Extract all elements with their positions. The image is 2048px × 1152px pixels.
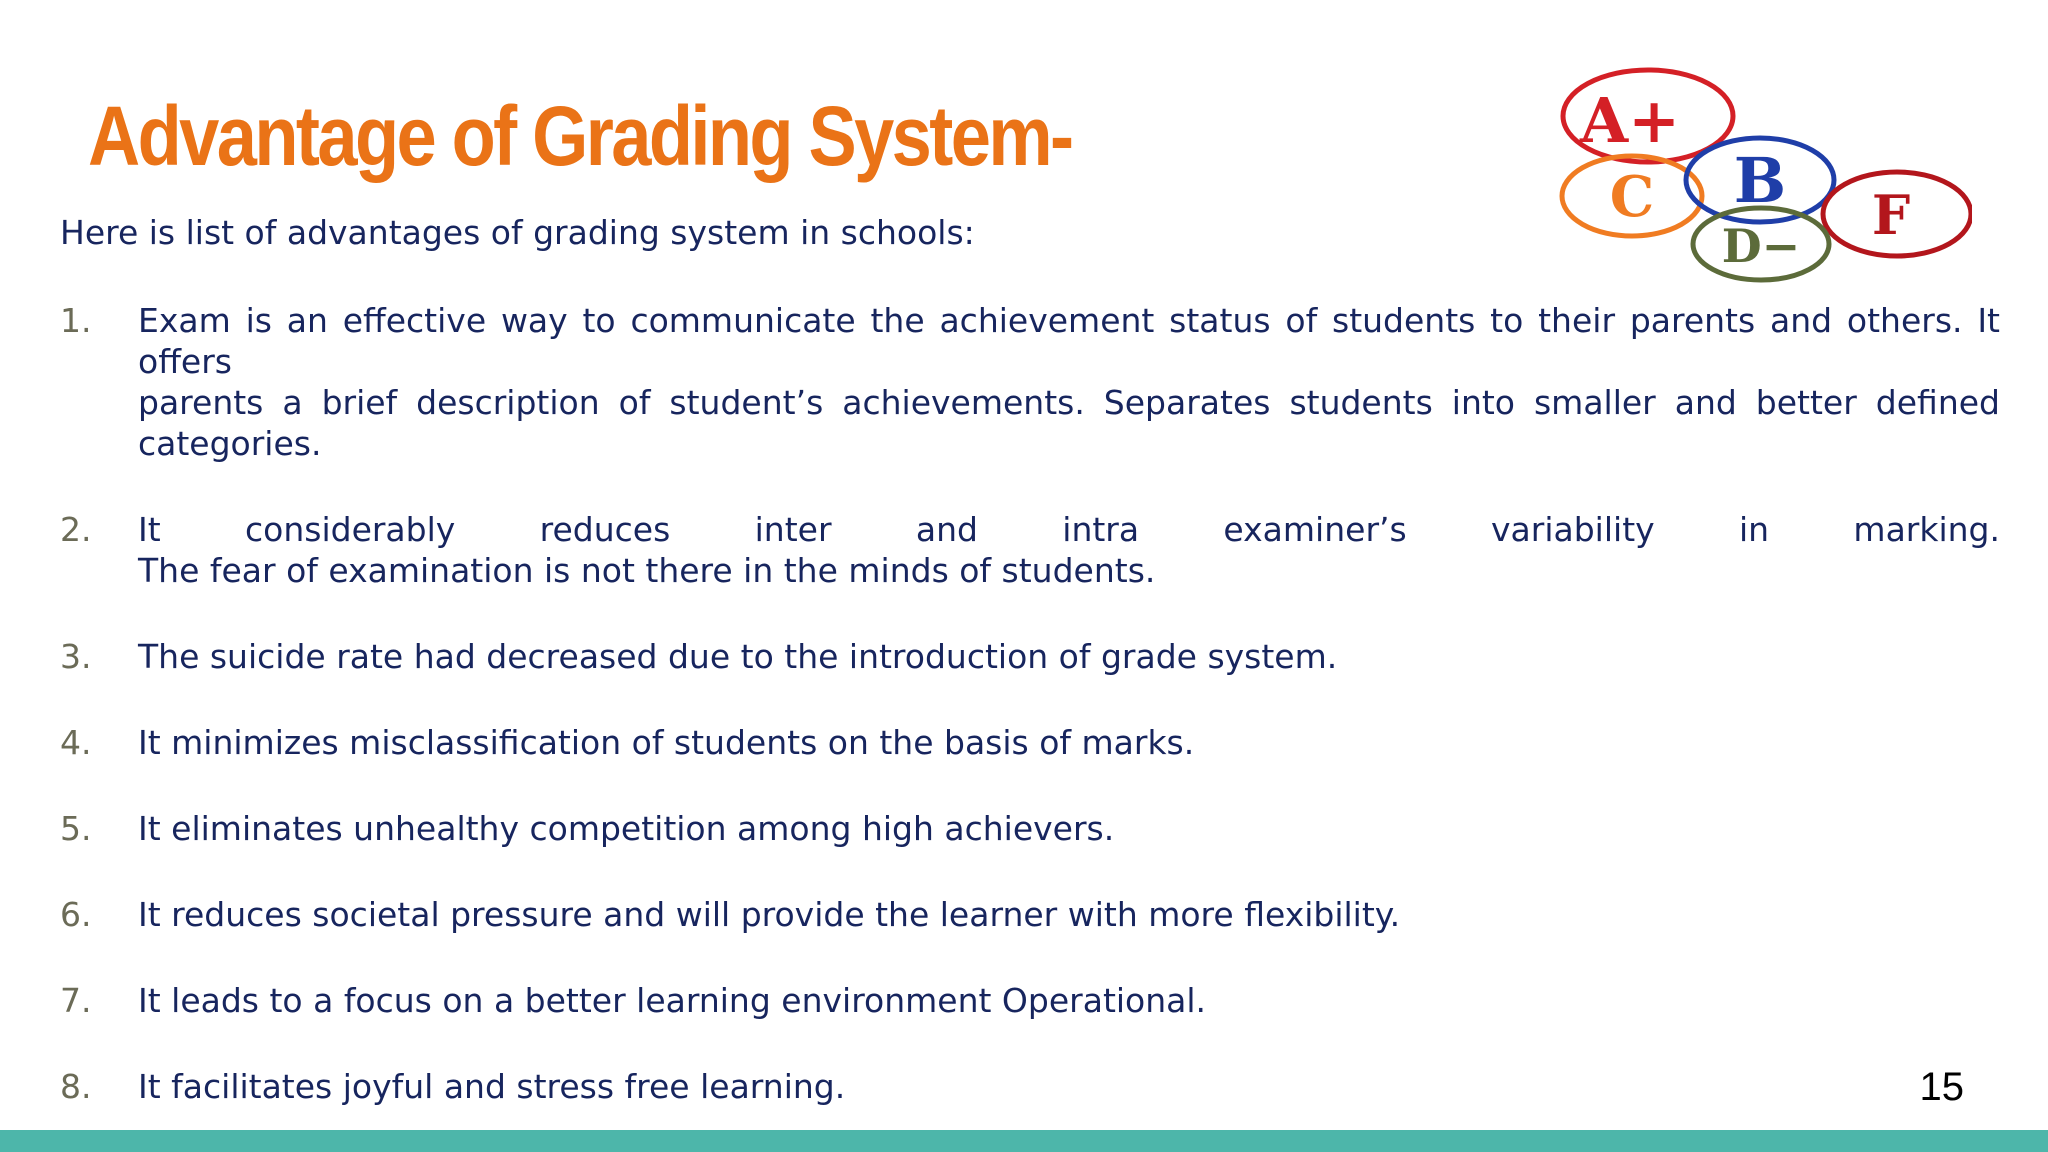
intro-text: Here is list of advantages of grading system in schools: [60, 213, 975, 252]
item-number: 8. [60, 1067, 92, 1106]
list-item [60, 636, 2000, 677]
item-number: 1. [60, 301, 92, 340]
grade-label-d: D− [1721, 219, 1801, 273]
grades-logo-image [1548, 54, 1972, 290]
item-text-line: The fear of examination is not there in the minds of students. [138, 551, 1156, 590]
item-text-line: It considerably reduces inter and intra examiner’s variability in marking. [138, 510, 2000, 549]
list-item [60, 808, 2000, 849]
item-number: 5. [60, 809, 92, 848]
item-text: It facilitates joyful and stress free learning. [138, 1067, 846, 1106]
grade-label-f: F [1871, 183, 1911, 247]
item-text: It leads to a focus on a better learning environment Operational. [138, 981, 1207, 1020]
item-text: It eliminates unhealthy competition among high achievers. [138, 809, 1115, 848]
item-text: It reduces societal pressure and will provide the learner with more flexibility. [138, 895, 1401, 934]
item-text-line: parents a brief description of student’s achievements. Separates students into smaller and better defined categories. [138, 383, 2000, 463]
grade-label-c: C [1609, 164, 1655, 230]
list-item [60, 980, 2000, 1021]
grade-label-a: A+ [1579, 84, 1681, 157]
item-text: The suicide rate had decreased due to the introduction of grade system. [138, 637, 1338, 676]
item-number: 2. [60, 510, 92, 549]
list-item [60, 300, 2000, 464]
list-item [60, 722, 2000, 763]
page-number: 15 [1919, 1065, 1964, 1109]
item-text [138, 509, 2000, 591]
list-item [60, 509, 2000, 591]
bottom-accent-bar [0, 1130, 2048, 1152]
item-text [138, 300, 2000, 464]
list-item [60, 894, 2000, 935]
item-number: 6. [60, 895, 92, 934]
advantages-list [60, 300, 2000, 1152]
grade-label-b: B [1733, 144, 1787, 217]
item-number: 4. [60, 723, 92, 762]
list-item [60, 1066, 2000, 1107]
slide-title: Advantage of Grading System- [88, 89, 1072, 183]
item-number: 3. [60, 637, 92, 676]
item-text-line: Exam is an effective way to communicate the achievement status of students to their parents and others. It offers [138, 301, 2000, 381]
item-number: 7. [60, 981, 92, 1020]
item-text: It minimizes misclassification of students on the basis of marks. [138, 723, 1195, 762]
